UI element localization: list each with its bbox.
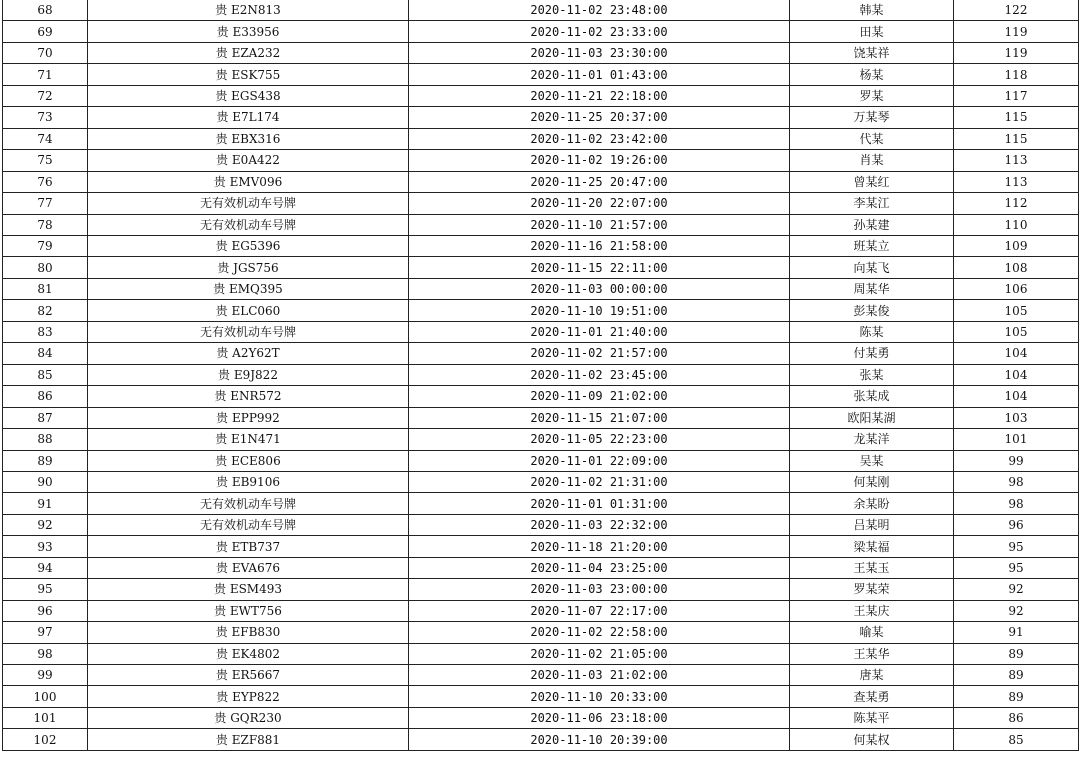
records-table: [2, 0, 1079, 751]
count-cell: 105: [954, 321, 1079, 342]
row-number-cell: 98: [3, 643, 88, 664]
person-name-cell: 付某勇: [790, 343, 954, 364]
count-cell: 89: [954, 686, 1079, 707]
plate-number-cell: 贵 EZA232: [88, 42, 409, 63]
plate-number-cell: 贵 EPP992: [88, 407, 409, 428]
row-number-cell: 100: [3, 686, 88, 707]
row-number-cell: 92: [3, 514, 88, 535]
plate-number-cell: 贵 EYP822: [88, 686, 409, 707]
table-row: [3, 450, 1079, 471]
person-name-cell: 向某飞: [790, 257, 954, 278]
timestamp-cell: 2020-11-04 23:25:00: [409, 557, 790, 578]
table-row: [3, 386, 1079, 407]
table-row: [3, 407, 1079, 428]
timestamp-cell: 2020-11-01 01:31:00: [409, 493, 790, 514]
row-number-cell: 83: [3, 321, 88, 342]
table-row: [3, 643, 1079, 664]
table-row: [3, 64, 1079, 85]
row-number-cell: 77: [3, 193, 88, 214]
person-name-cell: 查某勇: [790, 686, 954, 707]
person-name-cell: 王某华: [790, 643, 954, 664]
person-name-cell: 吕某明: [790, 514, 954, 535]
timestamp-cell: 2020-11-16 21:58:00: [409, 235, 790, 256]
plate-number-cell: 贵 ESM493: [88, 579, 409, 600]
person-name-cell: 彭某俊: [790, 300, 954, 321]
row-number-cell: 79: [3, 235, 88, 256]
plate-number-cell: 贵 E9J822: [88, 364, 409, 385]
table-row: [3, 193, 1079, 214]
count-cell: 86: [954, 707, 1079, 728]
row-number-cell: 72: [3, 85, 88, 106]
timestamp-cell: 2020-11-09 21:02:00: [409, 386, 790, 407]
count-cell: 110: [954, 214, 1079, 235]
timestamp-cell: 2020-11-18 21:20:00: [409, 536, 790, 557]
count-cell: 95: [954, 536, 1079, 557]
person-name-cell: 饶某祥: [790, 42, 954, 63]
row-number-cell: 96: [3, 600, 88, 621]
count-cell: 99: [954, 450, 1079, 471]
timestamp-cell: 2020-11-02 21:31:00: [409, 471, 790, 492]
plate-number-cell: 贵 A2Y62T: [88, 343, 409, 364]
plate-number-cell: 贵 JGS756: [88, 257, 409, 278]
count-cell: 105: [954, 300, 1079, 321]
row-number-cell: 76: [3, 171, 88, 192]
table-row: [3, 107, 1079, 128]
person-name-cell: 代某: [790, 128, 954, 149]
table-row: [3, 0, 1079, 21]
timestamp-cell: 2020-11-07 22:17:00: [409, 600, 790, 621]
timestamp-cell: 2020-11-03 23:00:00: [409, 579, 790, 600]
timestamp-cell: 2020-11-02 21:57:00: [409, 343, 790, 364]
plate-number-cell: 贵 ECE806: [88, 450, 409, 471]
plate-number-cell: 无有效机动车号牌: [88, 493, 409, 514]
count-cell: 96: [954, 514, 1079, 535]
person-name-cell: 万某琴: [790, 107, 954, 128]
table-row: [3, 686, 1079, 707]
person-name-cell: 韩某: [790, 0, 954, 21]
timestamp-cell: 2020-11-10 20:39:00: [409, 729, 790, 751]
row-number-cell: 69: [3, 21, 88, 42]
plate-number-cell: 贵 EZF881: [88, 729, 409, 751]
count-cell: 92: [954, 579, 1079, 600]
count-cell: 118: [954, 64, 1079, 85]
count-cell: 115: [954, 107, 1079, 128]
row-number-cell: 71: [3, 64, 88, 85]
person-name-cell: 周某华: [790, 278, 954, 299]
table-body: [3, 0, 1079, 751]
person-name-cell: 杨某: [790, 64, 954, 85]
plate-number-cell: 贵 E7L174: [88, 107, 409, 128]
person-name-cell: 余某盼: [790, 493, 954, 514]
count-cell: 112: [954, 193, 1079, 214]
row-number-cell: 102: [3, 729, 88, 751]
plate-number-cell: 贵 EMV096: [88, 171, 409, 192]
plate-number-cell: 贵 EG5396: [88, 235, 409, 256]
count-cell: 85: [954, 729, 1079, 751]
count-cell: 113: [954, 171, 1079, 192]
row-number-cell: 101: [3, 707, 88, 728]
person-name-cell: 班某立: [790, 235, 954, 256]
table-row: [3, 21, 1079, 42]
timestamp-cell: 2020-11-25 20:47:00: [409, 171, 790, 192]
timestamp-cell: 2020-11-05 22:23:00: [409, 429, 790, 450]
row-number-cell: 78: [3, 214, 88, 235]
plate-number-cell: 贵 ELC060: [88, 300, 409, 321]
count-cell: 104: [954, 364, 1079, 385]
timestamp-cell: 2020-11-02 23:42:00: [409, 128, 790, 149]
count-cell: 113: [954, 150, 1079, 171]
row-number-cell: 93: [3, 536, 88, 557]
timestamp-cell: 2020-11-15 21:07:00: [409, 407, 790, 428]
row-number-cell: 80: [3, 257, 88, 278]
person-name-cell: 罗某荣: [790, 579, 954, 600]
table-row: [3, 364, 1079, 385]
row-number-cell: 84: [3, 343, 88, 364]
table-row: [3, 600, 1079, 621]
plate-number-cell: 贵 E33956: [88, 21, 409, 42]
table-row: [3, 579, 1079, 600]
timestamp-cell: 2020-11-01 01:43:00: [409, 64, 790, 85]
plate-number-cell: 贵 E1N471: [88, 429, 409, 450]
plate-number-cell: 贵 ER5667: [88, 665, 409, 686]
table-row: [3, 707, 1079, 728]
plate-number-cell: 贵 EVA676: [88, 557, 409, 578]
table-row: [3, 321, 1079, 342]
table-row: [3, 235, 1079, 256]
count-cell: 122: [954, 0, 1079, 21]
count-cell: 95: [954, 557, 1079, 578]
plate-number-cell: 贵 EK4802: [88, 643, 409, 664]
table-row: [3, 471, 1079, 492]
person-name-cell: 梁某福: [790, 536, 954, 557]
row-number-cell: 86: [3, 386, 88, 407]
row-number-cell: 68: [3, 0, 88, 21]
plate-number-cell: 贵 EMQ395: [88, 278, 409, 299]
plate-number-cell: 无有效机动车号牌: [88, 514, 409, 535]
table-row: [3, 343, 1079, 364]
person-name-cell: 肖某: [790, 150, 954, 171]
row-number-cell: 95: [3, 579, 88, 600]
person-name-cell: 张某成: [790, 386, 954, 407]
timestamp-cell: 2020-11-10 20:33:00: [409, 686, 790, 707]
row-number-cell: 70: [3, 42, 88, 63]
row-number-cell: 82: [3, 300, 88, 321]
table-row: [3, 429, 1079, 450]
person-name-cell: 罗某: [790, 85, 954, 106]
row-number-cell: 99: [3, 665, 88, 686]
count-cell: 119: [954, 21, 1079, 42]
count-cell: 109: [954, 235, 1079, 256]
table-row: [3, 150, 1079, 171]
plate-number-cell: 贵 GQR230: [88, 707, 409, 728]
timestamp-cell: 2020-11-10 21:57:00: [409, 214, 790, 235]
timestamp-cell: 2020-11-10 19:51:00: [409, 300, 790, 321]
row-number-cell: 97: [3, 622, 88, 643]
plate-number-cell: 无有效机动车号牌: [88, 193, 409, 214]
person-name-cell: 陈某平: [790, 707, 954, 728]
plate-number-cell: 贵 E0A422: [88, 150, 409, 171]
table-row: [3, 171, 1079, 192]
table-row: [3, 214, 1079, 235]
plate-number-cell: 贵 E2N813: [88, 0, 409, 21]
timestamp-cell: 2020-11-02 19:26:00: [409, 150, 790, 171]
row-number-cell: 89: [3, 450, 88, 471]
timestamp-cell: 2020-11-20 22:07:00: [409, 193, 790, 214]
row-number-cell: 88: [3, 429, 88, 450]
count-cell: 89: [954, 643, 1079, 664]
row-number-cell: 90: [3, 471, 88, 492]
person-name-cell: 孙某建: [790, 214, 954, 235]
person-name-cell: 王某庆: [790, 600, 954, 621]
timestamp-cell: 2020-11-25 20:37:00: [409, 107, 790, 128]
count-cell: 104: [954, 386, 1079, 407]
count-cell: 104: [954, 343, 1079, 364]
row-number-cell: 85: [3, 364, 88, 385]
row-number-cell: 87: [3, 407, 88, 428]
person-name-cell: 何某权: [790, 729, 954, 751]
timestamp-cell: 2020-11-03 22:32:00: [409, 514, 790, 535]
timestamp-cell: 2020-11-06 23:18:00: [409, 707, 790, 728]
person-name-cell: 唐某: [790, 665, 954, 686]
person-name-cell: 田某: [790, 21, 954, 42]
plate-number-cell: 无有效机动车号牌: [88, 214, 409, 235]
timestamp-cell: 2020-11-02 23:48:00: [409, 0, 790, 21]
plate-number-cell: 贵 ETB737: [88, 536, 409, 557]
count-cell: 106: [954, 278, 1079, 299]
timestamp-cell: 2020-11-03 23:30:00: [409, 42, 790, 63]
table-row: [3, 665, 1079, 686]
plate-number-cell: 贵 EB9106: [88, 471, 409, 492]
timestamp-cell: 2020-11-02 23:33:00: [409, 21, 790, 42]
table-row: [3, 557, 1079, 578]
count-cell: 119: [954, 42, 1079, 63]
plate-number-cell: 贵 EBX316: [88, 128, 409, 149]
plate-number-cell: 贵 EGS438: [88, 85, 409, 106]
table-row: [3, 278, 1079, 299]
person-name-cell: 李某江: [790, 193, 954, 214]
plate-number-cell: 贵 ENR572: [88, 386, 409, 407]
table-row: [3, 85, 1079, 106]
timestamp-cell: 2020-11-03 21:02:00: [409, 665, 790, 686]
row-number-cell: 74: [3, 128, 88, 149]
count-cell: 98: [954, 471, 1079, 492]
person-name-cell: 陈某: [790, 321, 954, 342]
plate-number-cell: 贵 EFB830: [88, 622, 409, 643]
table-row: [3, 42, 1079, 63]
timestamp-cell: 2020-11-01 22:09:00: [409, 450, 790, 471]
table-row: [3, 622, 1079, 643]
plate-number-cell: 无有效机动车号牌: [88, 321, 409, 342]
count-cell: 115: [954, 128, 1079, 149]
table-row: [3, 493, 1079, 514]
timestamp-cell: 2020-11-21 22:18:00: [409, 85, 790, 106]
count-cell: 91: [954, 622, 1079, 643]
plate-number-cell: 贵 ESK755: [88, 64, 409, 85]
person-name-cell: 龙某洋: [790, 429, 954, 450]
timestamp-cell: 2020-11-02 21:05:00: [409, 643, 790, 664]
table-row: [3, 128, 1079, 149]
table-row: [3, 257, 1079, 278]
plate-number-cell: 贵 EWT756: [88, 600, 409, 621]
row-number-cell: 73: [3, 107, 88, 128]
timestamp-cell: 2020-11-02 22:58:00: [409, 622, 790, 643]
count-cell: 98: [954, 493, 1079, 514]
row-number-cell: 91: [3, 493, 88, 514]
count-cell: 117: [954, 85, 1079, 106]
row-number-cell: 94: [3, 557, 88, 578]
table-row: [3, 729, 1079, 751]
row-number-cell: 81: [3, 278, 88, 299]
person-name-cell: 喻某: [790, 622, 954, 643]
timestamp-cell: 2020-11-03 00:00:00: [409, 278, 790, 299]
person-name-cell: 欧阳某湖: [790, 407, 954, 428]
timestamp-cell: 2020-11-01 21:40:00: [409, 321, 790, 342]
person-name-cell: 张某: [790, 364, 954, 385]
count-cell: 108: [954, 257, 1079, 278]
person-name-cell: 何某刚: [790, 471, 954, 492]
count-cell: 92: [954, 600, 1079, 621]
person-name-cell: 曾某红: [790, 171, 954, 192]
table-row: [3, 514, 1079, 535]
table-row: [3, 536, 1079, 557]
row-number-cell: 75: [3, 150, 88, 171]
count-cell: 103: [954, 407, 1079, 428]
count-cell: 101: [954, 429, 1079, 450]
person-name-cell: 吴某: [790, 450, 954, 471]
person-name-cell: 王某玉: [790, 557, 954, 578]
timestamp-cell: 2020-11-15 22:11:00: [409, 257, 790, 278]
timestamp-cell: 2020-11-02 23:45:00: [409, 364, 790, 385]
count-cell: 89: [954, 665, 1079, 686]
table-row: [3, 300, 1079, 321]
